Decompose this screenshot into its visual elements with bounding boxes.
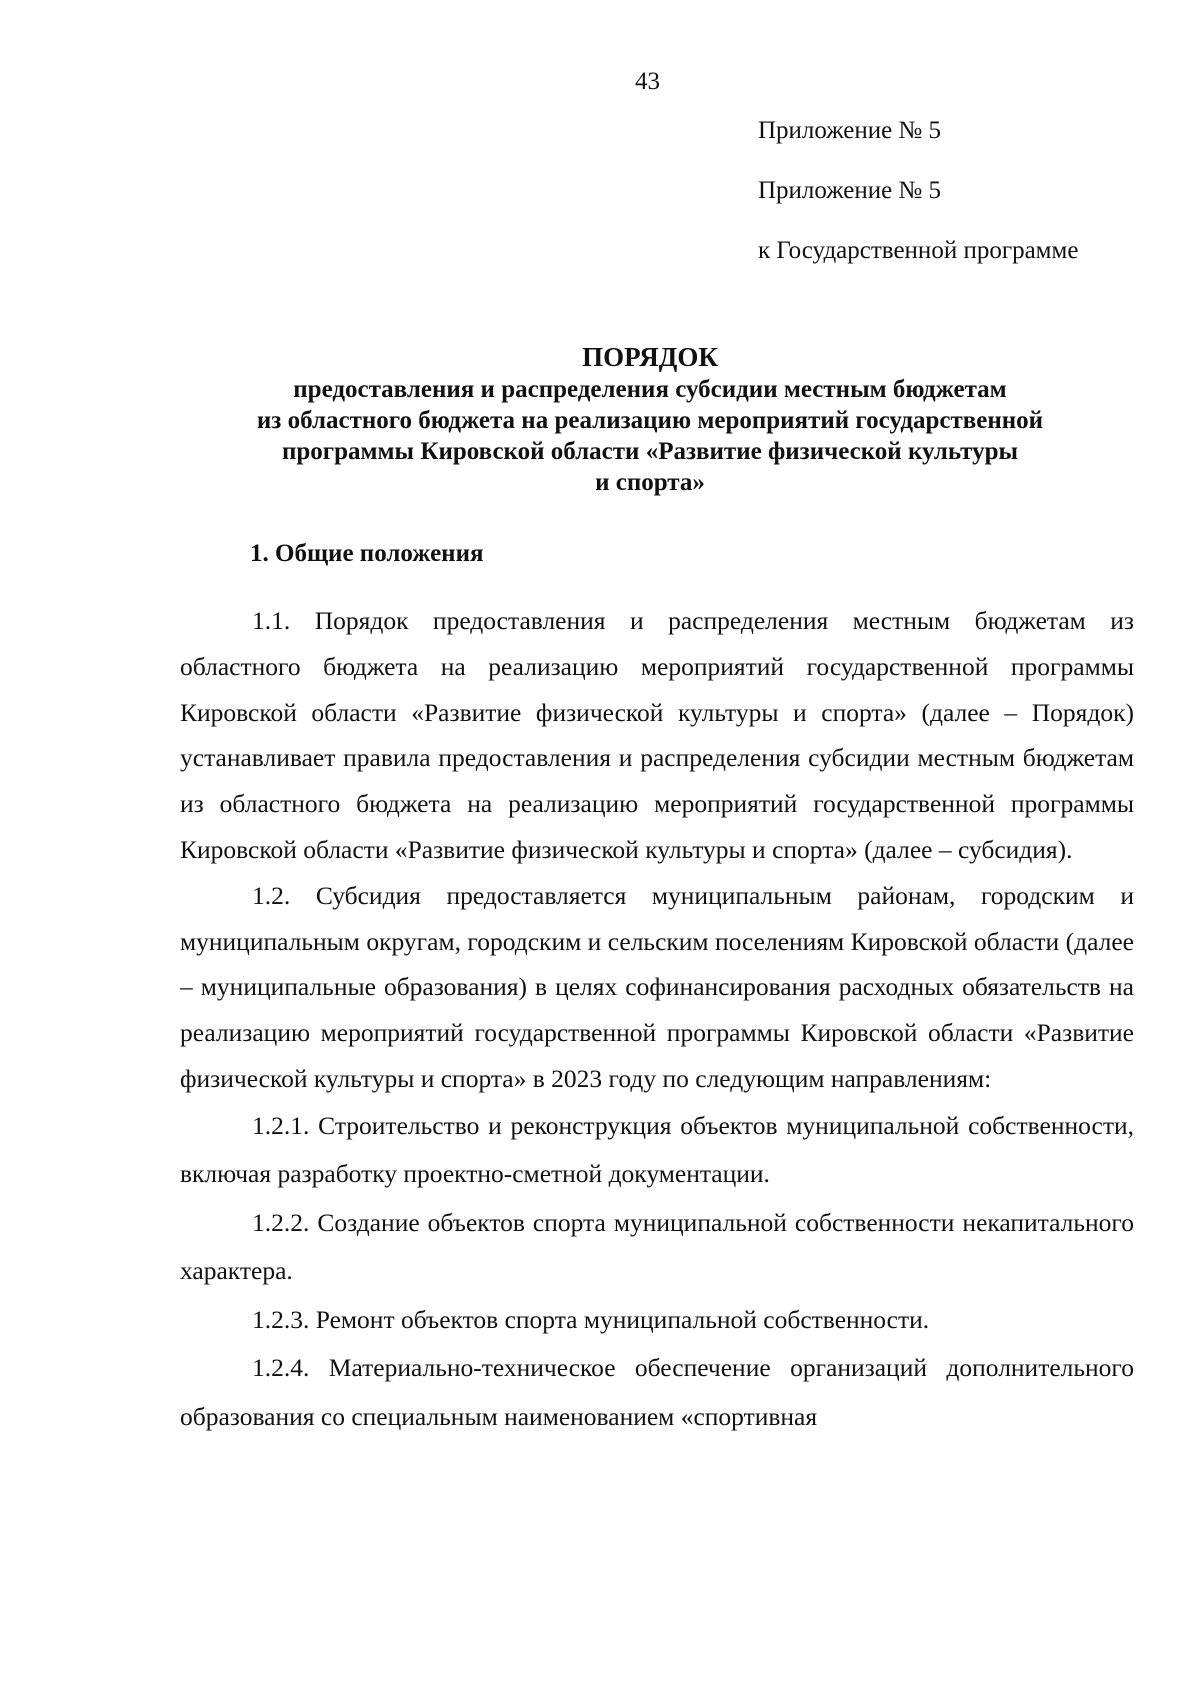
paragraph-1-2-1: 1.2.1. Строительство и реконструкция объектов муниципальной собственности, включая разработку проектно-сметной документации.	[180, 1110, 1134, 1189]
title-subtitle-3: программы Кировской области «Развитие физической культуры	[281, 438, 1019, 465]
title-subtitle-2: из областного бюджета на реализацию мероприятий государственной	[256, 407, 1044, 434]
appendix-line-1: Приложение № 5	[758, 117, 942, 144]
title-main: ПОРЯДОК	[582, 342, 718, 372]
section-body	[180, 598, 1134, 1441]
paragraph-1-2-4: 1.2.4. Материально-техническое обеспечение организаций дополнительного образования со специальным наименованием «спортивная	[180, 1353, 1134, 1431]
paragraph-1-2: 1.2. Субсидия предоставляется муниципальным районам, городским и муниципальным округам, городским и сельским поселениям Кировской области (далее – муниципальные образования) в целях софинансирования расходных обязательств на реализацию мероприятий государственной программы Кировской области «Развитие физической культуры и спорта» в 2023 году по следующим направлениям:	[180, 880, 1134, 1093]
appendix-line-2: Приложение № 5	[758, 177, 942, 204]
title-subtitle-4: и спорта»	[595, 469, 705, 496]
paragraph-1-1: 1.1. Порядок предоставления и распределения местным бюджетам из областного бюджета на реализацию мероприятий государственной программы Кировской области «Развитие физической культуры и спорта» (далее – Порядок) устанавливает правила предоставления и распределения субсидии местным бюджетам из областного бюджета на реализацию мероприятий государственной программы Кировской области «Развитие физической культуры и спорта» (далее – субсидия).	[180, 606, 1134, 864]
page-number: 43	[635, 68, 660, 95]
section-heading: 1. Общие положения	[250, 540, 484, 567]
document-title	[160, 340, 1140, 498]
appendix-line-3: к Государственной программе	[758, 237, 1079, 264]
title-subtitle-1: предоставления и распределения субсидии местным бюджетам	[293, 376, 1007, 403]
paragraph-1-2-2: 1.2.2. Создание объектов спорта муниципальной собственности некапитального характера.	[180, 1207, 1134, 1286]
paragraph-1-2-3: 1.2.3. Ремонт объектов спорта муниципальной собственности.	[252, 1304, 930, 1334]
